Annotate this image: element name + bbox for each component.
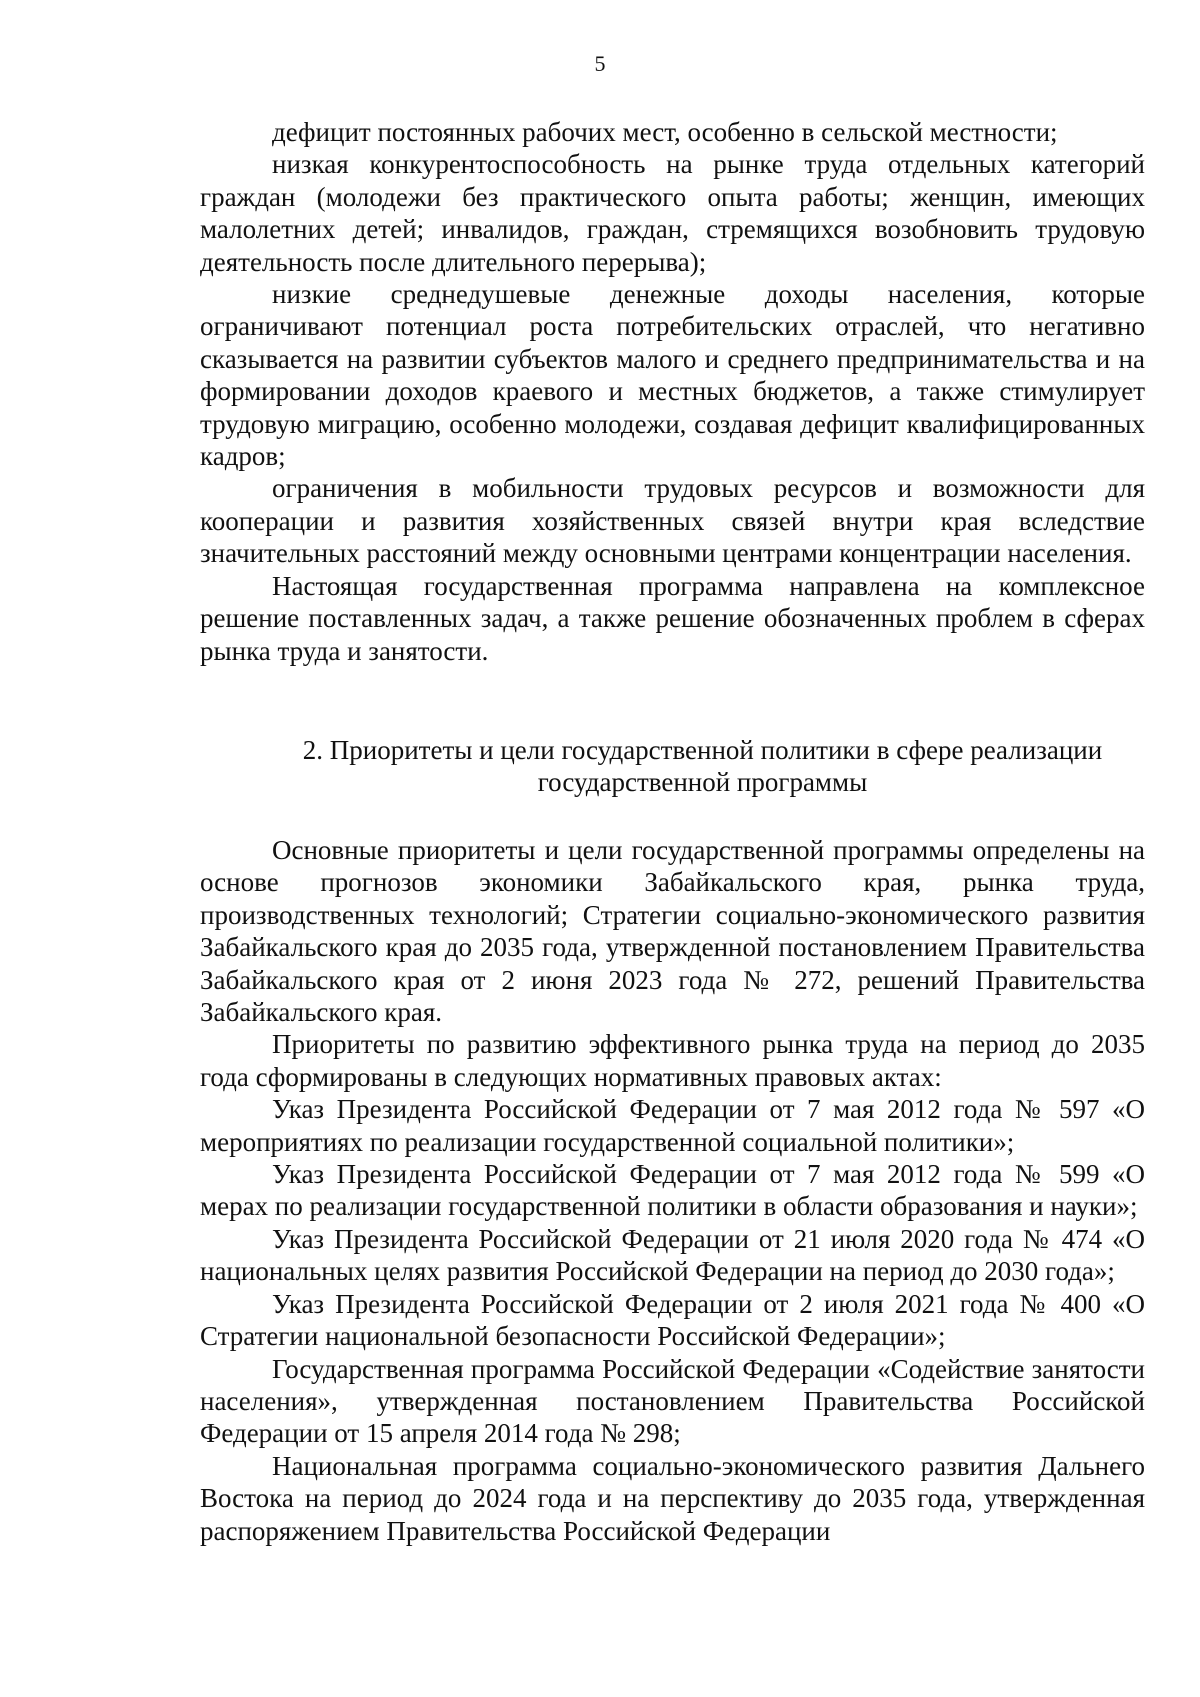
section-1-body — [200, 116, 1145, 667]
paragraph: Национальная программа социально-экономического развития Дальнего Востока на период до 2024 года и на перспективу до 2035 года, утвержденная распоряжением Правительства Российской Федерации — [200, 1450, 1145, 1546]
paragraph: Государственная программа Российской Федерации «Содействие занятости населения», утвержденная постановлением Правительства Российской Федерации от 15 апреля 2014 года № 298; — [200, 1353, 1145, 1449]
paragraph: Указ Президента Российской Федерации от 7 мая 2012 года № 597 «О мероприятиях по реализации государственной социальной политики»; — [200, 1094, 1145, 1157]
paragraph: низкие среднедушевые денежные доходы населения, которые ограничивают потенциал роста потребительских отраслей, что негативно сказывается на развитии субъектов малого и среднего предпринимательства и на формировании доходов краевого и местных бюджетов, а также стимулирует трудовую миграцию, особенно молодежи, создавая дефицит квалифицированных кадров; — [200, 279, 1145, 472]
paragraph: Указ Президента Российской Федерации от 7 мая 2012 года № 599 «О мерах по реализации государственной политики в области образования и науки»; — [200, 1159, 1145, 1222]
heading-line-2: государственной программы — [537, 767, 868, 798]
paragraph: Настоящая государственная программа направлена на комплексное решение поставленных задач, а также решение обозначенных проблем в сферах рынка труда и занятости. — [200, 570, 1145, 666]
heading-line-1: 2. Приоритеты и цели государственной политики в сфере реализации — [302, 735, 1103, 765]
paragraph: ограничения в мобильности трудовых ресурсов и возможности для кооперации и развития хозяйственных связей внутри края вследствие значительных расстояний между основными центрами концентрации населения. — [200, 473, 1145, 569]
paragraph: низкая конкурентоспособность на рынке труда отдельных категорий граждан (молодежи без практического опыта работы; женщин, имеющих малолетних детей; инвалидов, граждан, стремящихся возобновить трудовую деятельность после длительного перерыва); — [200, 149, 1145, 277]
paragraph: дефицит постоянных рабочих мест, особенно в сельской местности; — [272, 117, 1058, 147]
paragraph: Указ Президента Российской Федерации от 2 июля 2021 года № 400 «О Стратегии национальной безопасности Российской Федерации»; — [200, 1288, 1145, 1352]
paragraph: Указ Президента Российской Федерации от 21 июля 2020 года № 474 «О национальных целях развития Российской Федерации на период до 2030 года»; — [200, 1223, 1145, 1287]
page-number: 5 — [594, 51, 606, 76]
section-2-body — [200, 834, 1145, 1547]
paragraph: Приоритеты по развитию эффективного рынка труда на период до 2035 года сформированы в следующих нормативных правовых актах: — [200, 1029, 1145, 1092]
paragraph: Основные приоритеты и цели государственной программы определены на основе прогнозов экономики Забайкальского края, рынка труда, производственных технологий; Стратегии социально-экономического развития Забайкальского края до 2035 года, утвержденной постановлением Правительства Забайкальского края от 2 июня 2023 года № 272, решений Правительства Забайкальского края. — [200, 835, 1145, 1028]
section-2-heading — [200, 734, 1145, 799]
